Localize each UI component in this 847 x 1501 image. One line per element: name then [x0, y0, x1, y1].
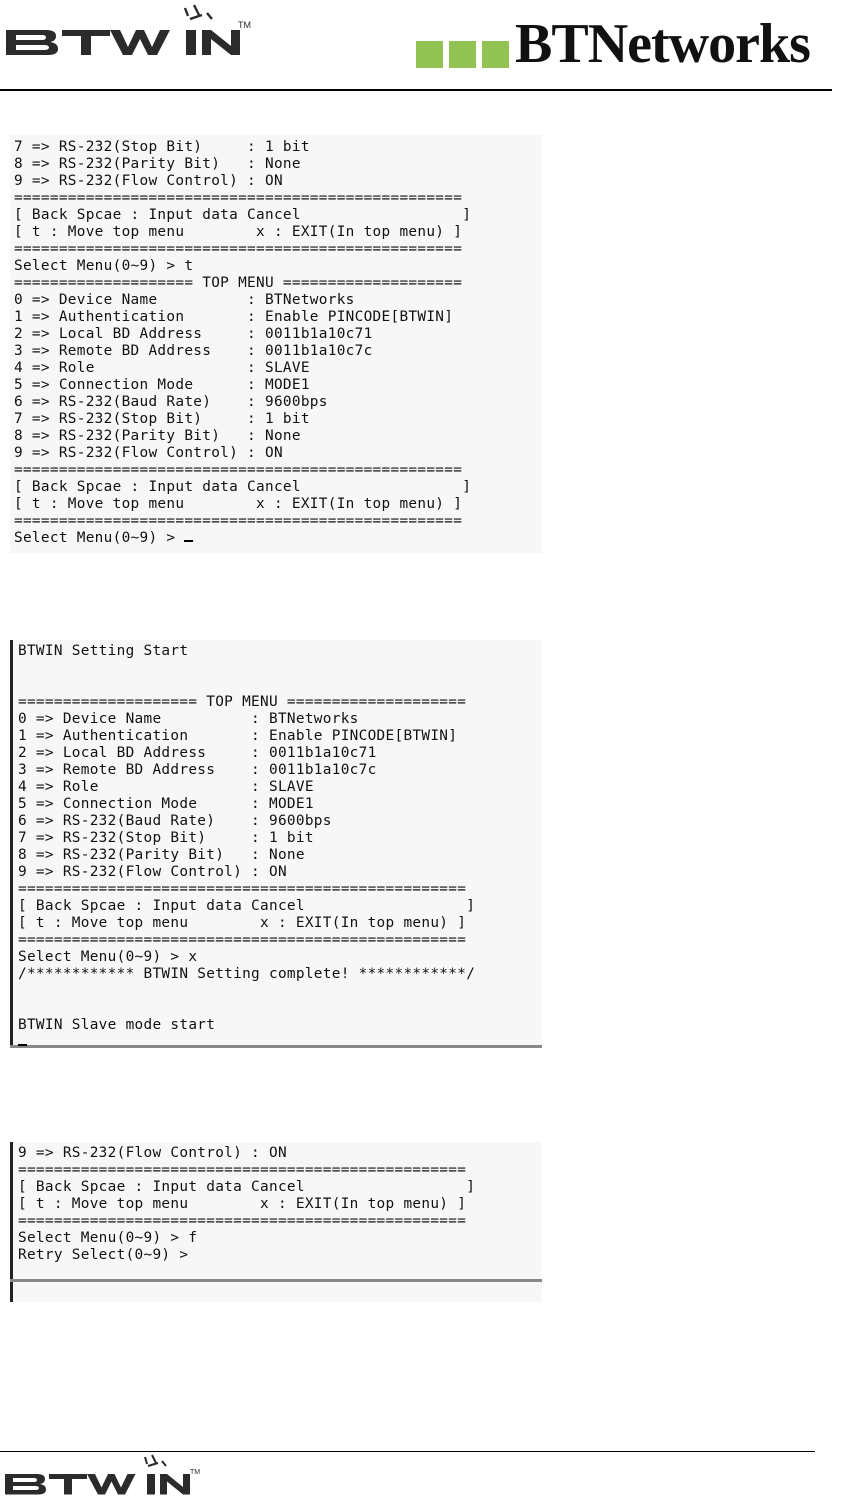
terminal-line: 9 => RS-232(Flow Control) : ON — [14, 445, 283, 461]
btwin-footer-logo — [2, 1452, 202, 1500]
terminal-line: ================================================== — [14, 513, 463, 529]
terminal-line: 7 => RS-232(Stop Bit) : 1 bit — [14, 411, 310, 427]
terminal-line: [ t : Move top menu x : EXIT(In top menu) ] — [14, 224, 463, 240]
terminal-output — [14, 139, 471, 547]
terminal-line: ================================================== — [18, 1162, 467, 1178]
terminal-line: BTWIN Slave mode start — [18, 1017, 216, 1033]
terminal-line: 3 => Remote BD Address : 0011b1a10c7c — [14, 343, 373, 359]
terminal-line: [ Back Spcae : Input data Cancel ] — [18, 898, 476, 914]
terminal-line: 8 => RS-232(Parity Bit) : None — [14, 428, 301, 444]
terminal-line: [ Back Spcae : Input data Cancel ] — [14, 479, 472, 495]
terminal-line: 0 => Device Name : BTNetworks — [18, 711, 359, 727]
terminal-line: ==================== TOP MENU ==================== — [18, 694, 467, 710]
text-cursor-icon — [184, 540, 193, 542]
terminal-line: 4 => Role : SLAVE — [14, 360, 310, 376]
terminal-line: ================================================== — [14, 241, 463, 257]
terminal-line — [18, 1034, 475, 1048]
page-header — [0, 0, 847, 92]
brand-square-icon — [416, 41, 443, 68]
window-border — [10, 1279, 542, 1282]
terminal-line: 7 => RS-232(Stop Bit) : 1 bit — [14, 139, 310, 155]
btnetworks-brand — [416, 14, 810, 74]
terminal-line: ================================================== — [14, 462, 463, 478]
terminal-screenshot-retry-select — [10, 1142, 542, 1302]
terminal-line: 1 => Authentication : Enable PINCODE[BTWIN] — [18, 728, 458, 744]
terminal-line — [18, 660, 475, 677]
terminal-line: Select Menu(0~9) > — [14, 530, 471, 547]
terminal-line: [ t : Move top menu x : EXIT(In top menu) ] — [18, 1196, 467, 1212]
terminal-line: Retry Select(0~9) > — [18, 1247, 189, 1263]
terminal-line: [ Back Spcae : Input data Cancel ] — [18, 1179, 476, 1195]
terminal-line: 5 => Connection Mode : MODE1 — [14, 377, 310, 393]
terminal-line: BTWIN Setting Start — [18, 643, 189, 659]
terminal-line: 5 => Connection Mode : MODE1 — [18, 796, 314, 812]
terminal-line — [18, 983, 475, 1000]
svg-text:TM: TM — [238, 20, 251, 30]
terminal-line: 2 => Local BD Address : 0011b1a10c71 — [18, 745, 377, 761]
terminal-output — [18, 643, 475, 1048]
terminal-line — [18, 677, 475, 694]
terminal-line: [ Back Spcae : Input data Cancel ] — [14, 207, 472, 223]
terminal-line: Select Menu(0~9) > f — [18, 1230, 198, 1246]
terminal-line: 9 => RS-232(Flow Control) : ON — [14, 173, 283, 189]
terminal-line — [18, 1000, 475, 1017]
terminal-screenshot-setting-complete — [10, 640, 542, 1048]
terminal-line: ================================================== — [14, 190, 463, 206]
brand-square-icon — [449, 41, 476, 68]
terminal-output — [18, 1145, 475, 1264]
terminal-line: 8 => RS-232(Parity Bit) : None — [14, 156, 301, 172]
terminal-line: 6 => RS-232(Baud Rate) : 9600bps — [18, 813, 332, 829]
terminal-line: [ t : Move top menu x : EXIT(In top menu) ] — [14, 496, 463, 512]
terminal-line: 9 => RS-232(Flow Control) : ON — [18, 864, 287, 880]
brand-square-icon — [482, 41, 509, 68]
svg-text:TM: TM — [190, 1469, 201, 1476]
terminal-line: 4 => Role : SLAVE — [18, 779, 314, 795]
terminal-line: 8 => RS-232(Parity Bit) : None — [18, 847, 305, 863]
terminal-line: 6 => RS-232(Baud Rate) : 9600bps — [14, 394, 328, 410]
terminal-line: 1 => Authentication : Enable PINCODE[BTWIN] — [14, 309, 454, 325]
terminal-line: [ t : Move top menu x : EXIT(In top menu) ] — [18, 915, 467, 931]
terminal-line: ================================================== — [18, 932, 467, 948]
terminal-line: ================================================== — [18, 881, 467, 897]
terminal-line: 9 => RS-232(Flow Control) : ON — [18, 1145, 287, 1161]
terminal-line: ==================== TOP MENU ==================== — [14, 275, 463, 291]
terminal-line: 7 => RS-232(Stop Bit) : 1 bit — [18, 830, 314, 846]
terminal-line: 3 => Remote BD Address : 0011b1a10c7c — [18, 762, 377, 778]
btwin-logo — [2, 2, 254, 62]
window-border — [10, 1142, 13, 1302]
terminal-line: 0 => Device Name : BTNetworks — [14, 292, 355, 308]
header-divider — [0, 89, 832, 91]
terminal-line: /************ BTWIN Setting complete! ************/ — [18, 966, 476, 982]
window-border — [10, 640, 13, 1048]
text-cursor-icon — [18, 1044, 27, 1046]
terminal-screenshot-top-menu — [10, 135, 542, 553]
terminal-line: Select Menu(0~9) > x — [18, 949, 198, 965]
terminal-line: Select Menu(0~9) > t — [14, 258, 194, 274]
terminal-line: ================================================== — [18, 1213, 467, 1229]
terminal-line: 2 => Local BD Address : 0011b1a10c71 — [14, 326, 373, 342]
brand-name: BTNetworks — [515, 13, 810, 75]
